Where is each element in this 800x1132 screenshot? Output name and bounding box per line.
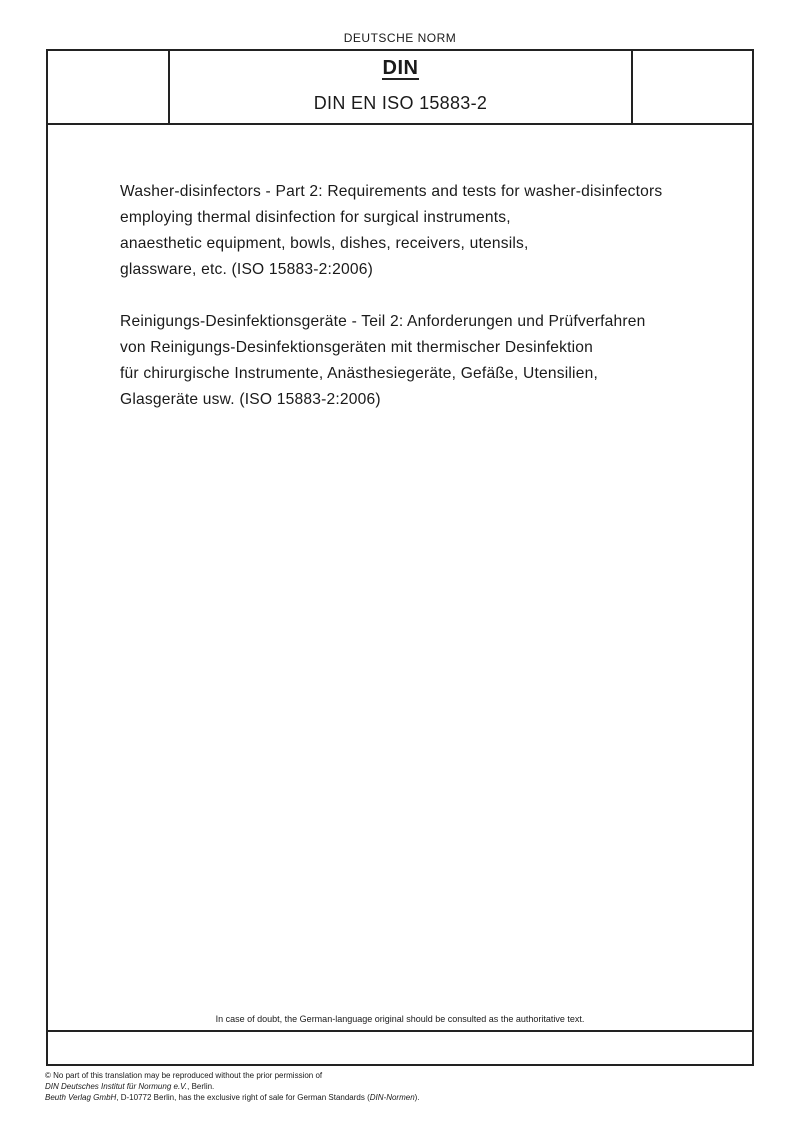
german-title: [120, 309, 740, 413]
english-title-line: employing thermal disinfection for surgical instruments,: [120, 209, 511, 226]
copyright-footer: [45, 1070, 765, 1103]
bottom-row: [48, 1030, 752, 1064]
din-institute-name: DIN Deutsches Institut für Normung e.V.: [45, 1082, 188, 1091]
header-left-cell: [48, 51, 170, 123]
footer-line-3-mid: , D-10772 Berlin, has the exclusive right of sale for German Standards (: [116, 1093, 370, 1102]
footer-line-2-rest: , Berlin.: [187, 1082, 215, 1091]
english-title-line: Washer-disinfectors - Part 2: Requirements and tests for washer-disinfectors: [120, 183, 663, 200]
top-label: DEUTSCHE NORM: [343, 31, 457, 45]
document-number: DIN EN ISO 15883-2: [313, 93, 488, 113]
header-center-cell: [170, 51, 631, 123]
english-title-line: glassware, etc. (ISO 15883-2:2006): [120, 261, 373, 278]
beuth-verlag-name: Beuth Verlag GmbH: [45, 1093, 117, 1102]
din-logo: DIN: [382, 57, 419, 79]
header-row: [48, 51, 752, 125]
header-right-cell: [631, 51, 752, 123]
footer-line-1: © No part of this translation may be reproduced without the prior permission of: [45, 1071, 323, 1080]
doubt-note: In case of doubt, the German-language original should be consulted as the authoritative text.: [215, 1014, 585, 1024]
footer-line-3-end: ).: [414, 1093, 420, 1102]
english-title: [120, 179, 740, 283]
german-title-line: von Reinigungs-Desinfektionsgeräten mit thermischer Desinfektion: [120, 339, 594, 356]
english-title-line: anaesthetic equipment, bowls, dishes, receivers, utensils,: [120, 235, 529, 252]
din-normen-term: DIN-Normen: [369, 1093, 415, 1102]
german-title-line: Reinigungs-Desinfektionsgeräte - Teil 2: Anforderungen und Prüfverfahren: [120, 313, 646, 330]
document-frame: [46, 49, 754, 1066]
footer-line-2: [45, 1081, 765, 1092]
footer-line-3: [45, 1092, 765, 1103]
german-title-line: Glasgeräte usw. (ISO 15883-2:2006): [120, 391, 381, 408]
german-title-line: für chirurgische Instrumente, Anästhesiegeräte, Gefäße, Utensilien,: [120, 365, 598, 382]
